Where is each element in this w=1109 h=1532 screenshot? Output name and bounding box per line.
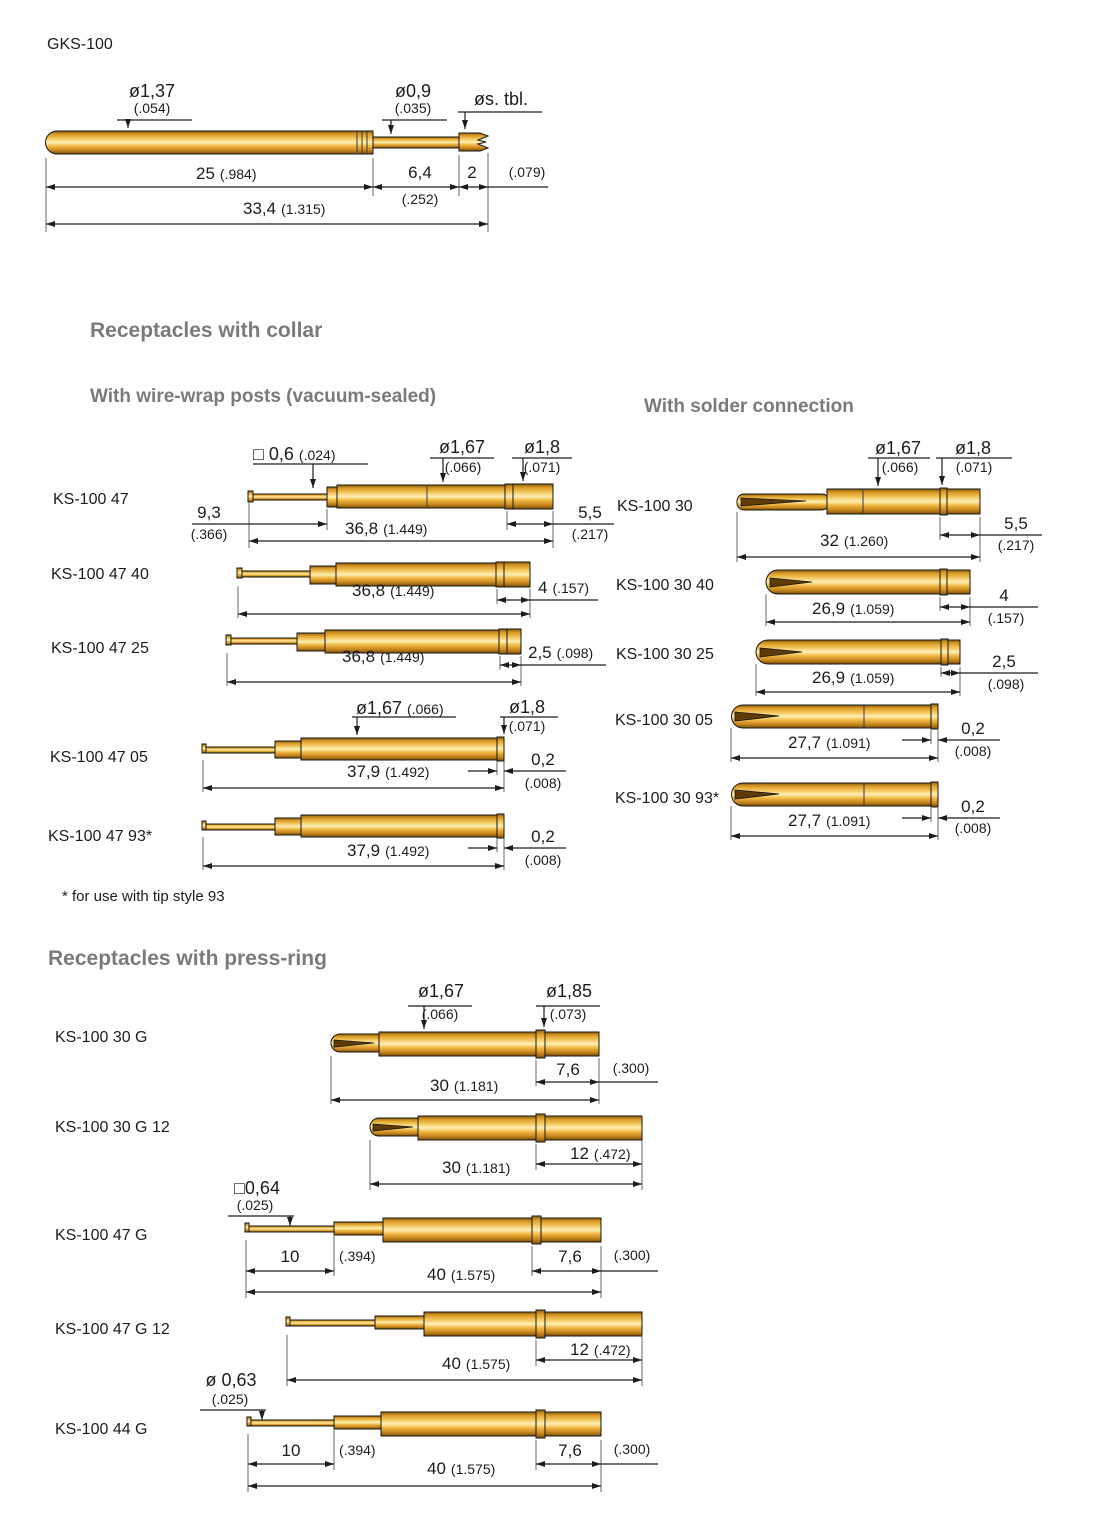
dim-mm: 26,9 [812, 668, 846, 687]
dim-mm: 25 [196, 164, 215, 183]
dim-square-post-inch: (.025) [236, 1197, 274, 1213]
dim-length [196, 164, 257, 183]
row-label: KS-100 47 G [55, 1227, 148, 1244]
row-label: KS-100 47 G 12 [55, 1321, 170, 1338]
dim-mm: 2,5 [992, 652, 1016, 671]
row-label: KS-100 47 25 [51, 640, 149, 657]
dim-diameter-inch: (.071) [955, 459, 993, 475]
dim-inch: (.098) [987, 676, 1025, 692]
dim-inch: (.472) [593, 1342, 631, 1358]
dim-mm: 36,8 [352, 581, 386, 600]
dim-inch: (.984) [219, 166, 257, 182]
leader-round-post-44g [200, 1410, 266, 1420]
dim-inch: (.472) [593, 1146, 631, 1162]
dim-length [442, 1354, 510, 1373]
dim-inch: (1.059) [850, 670, 895, 686]
dim-mm: □ 0,6 [253, 444, 294, 464]
dim-mm: 10 [281, 1441, 301, 1460]
dim-mm: 36,8 [342, 647, 376, 666]
dim-mm: 10 [280, 1247, 300, 1266]
dim-total-length [243, 199, 325, 218]
dim-mm: 27,7 [788, 811, 822, 830]
dim-inch: (1.575) [450, 1461, 496, 1477]
dim-inch: (1.091) [826, 735, 871, 751]
dim-diameter-inch: (.054) [133, 100, 171, 116]
page-title: GKS-100 [47, 36, 113, 53]
dim-inch: (.300) [613, 1247, 651, 1263]
dim-mm: 7,6 [558, 1247, 582, 1266]
dim-mm: ø1,67 [356, 698, 403, 718]
dim-length [788, 733, 870, 752]
dim-diameter-mm: ø1,67 [874, 438, 922, 458]
dim-mm: 5,5 [1004, 514, 1028, 533]
leader-square-post-47g [228, 1216, 294, 1226]
dim-mm: 30 [430, 1076, 449, 1095]
dim-mm: 12 [570, 1144, 589, 1163]
row-label: KS-100 30 05 [615, 712, 713, 729]
subsection-heading-solder: With solder connection [644, 396, 854, 417]
dim-inch: (.300) [613, 1441, 651, 1457]
dim-inch: (.394) [339, 1442, 376, 1458]
dim-diameter-mm: ø0,9 [394, 81, 432, 101]
dim-inch: (1.181) [453, 1078, 499, 1094]
dim-diameter-inch: (.071) [508, 718, 546, 734]
dim-inch: (.394) [339, 1248, 376, 1264]
dim-inch: (.079) [508, 164, 546, 180]
dim-diameter-mm: ø1,85 [545, 981, 593, 1001]
dim-length [528, 643, 593, 662]
dim-mm: 26,9 [812, 599, 846, 618]
dim-mm: 9,3 [197, 503, 221, 522]
dim-length [812, 599, 894, 618]
row-label: KS-100 30 G [55, 1029, 148, 1046]
dim-mm: 40 [427, 1265, 446, 1284]
dim-mm: 40 [427, 1459, 446, 1478]
dim-mm: 7,6 [556, 1060, 580, 1079]
row-label: KS-100 30 25 [616, 646, 714, 663]
row-label: KS-100 30 40 [616, 577, 714, 594]
probe-drawing-ks-100-47-g [245, 1216, 658, 1298]
dim-inch: (.252) [401, 191, 439, 207]
dim-mm: 33,4 [243, 199, 277, 218]
dim-length [345, 519, 427, 538]
dim-length [820, 531, 888, 550]
dim-length [788, 811, 870, 830]
dim-length [352, 581, 434, 600]
subsection-heading-wirewrap: With wire-wrap posts (vacuum-sealed) [90, 386, 437, 407]
dim-inch: (.217) [571, 526, 609, 542]
dim-tip-diameter-note: øs. tbl. [473, 89, 529, 109]
section-heading-pressring: Receptacles with press-ring [48, 947, 327, 970]
dim-mm: 7,6 [558, 1441, 582, 1460]
dim-inch: (.300) [612, 1060, 650, 1076]
footnote: * for use with tip style 93 [62, 888, 225, 905]
dim-inch: (1.492) [385, 764, 430, 780]
dim-diameter-inch: (.071) [523, 459, 561, 475]
dim-inch: (.008) [524, 852, 562, 868]
dim-diameter-mm: ø1,67 [417, 981, 465, 1001]
dim-inch: (1.059) [850, 601, 895, 617]
dim-mm: 4 [538, 578, 548, 597]
dim-diameter-mm: ø1,8 [523, 437, 561, 457]
dim-length [342, 647, 424, 666]
dim-length [812, 668, 894, 687]
dim-inch: (.008) [524, 775, 562, 791]
dim-diameter-inch: (.073) [549, 1006, 587, 1022]
dim-square-post [253, 444, 335, 464]
dim-inch: (1.449) [383, 521, 428, 537]
dim-mm: 2,5 [528, 643, 552, 662]
dim-diameter-inch: (.066) [444, 459, 482, 475]
section-heading-collar: Receptacles with collar [90, 319, 323, 342]
dim-inch: (1.449) [380, 649, 425, 665]
dim-inch: (.008) [954, 820, 992, 836]
dim-mm: 12 [570, 1340, 589, 1359]
dim-diameter-mm: ø1,8 [508, 697, 546, 717]
dim-inch: (1.575) [450, 1267, 496, 1283]
dim-length [430, 1076, 498, 1095]
dim-diameter-inch: (.066) [881, 459, 919, 475]
dim-inch: (.217) [997, 537, 1035, 553]
dim-square-post-mm: □0,64 [234, 1178, 280, 1198]
dim-mm: 0,2 [961, 719, 985, 738]
dim-mm: 27,7 [788, 733, 822, 752]
dim-inch: (1.315) [281, 201, 326, 217]
dim-mm: 30 [442, 1158, 461, 1177]
dim-mm: 4 [999, 586, 1009, 605]
dim-diameter-mm: ø1,8 [954, 438, 992, 458]
dim-inch: (.024) [298, 447, 336, 463]
dim-length [538, 578, 589, 597]
row-label: KS-100 30 G 12 [55, 1119, 170, 1136]
dim-inch: (1.260) [843, 533, 889, 549]
dim-diameter-mm: ø1,37 [128, 81, 176, 101]
dim-mm: 37,9 [347, 762, 381, 781]
dim-mm: 0,2 [531, 827, 555, 846]
dim-inch: (.157) [552, 580, 590, 596]
dim-length [442, 1158, 510, 1177]
row-label: KS-100 47 [53, 491, 129, 508]
dim-post-diameter-inch: (.025) [211, 1391, 249, 1407]
row-label: KS-100 47 40 [51, 566, 149, 583]
dim-inch: (1.181) [465, 1160, 511, 1176]
row-label: KS-100 30 [617, 498, 693, 515]
row-label: KS-100 47 93* [48, 828, 153, 845]
dim-diameter [356, 698, 444, 718]
dim-diameter-mm: ø1,67 [438, 437, 486, 457]
dim-length [427, 1265, 495, 1284]
dim-length [570, 1144, 631, 1163]
dim-mm: 6,4 [408, 163, 432, 182]
dim-mm: 5,5 [578, 503, 602, 522]
dim-inch: (.066) [407, 701, 444, 717]
dim-inch: (.008) [954, 743, 992, 759]
dim-length [570, 1340, 631, 1359]
row-label: KS-100 44 G [55, 1421, 148, 1438]
dim-inch: (1.449) [390, 583, 435, 599]
dim-length [427, 1459, 495, 1478]
dim-mm: 0,2 [961, 797, 985, 816]
dim-inch: (.098) [556, 645, 594, 661]
dim-diameter-inch: (.066) [421, 1006, 459, 1022]
dim-inch: (.366) [190, 526, 228, 542]
dim-mm: 40 [442, 1354, 461, 1373]
dim-mm: 36,8 [345, 519, 379, 538]
dim-mm: 2 [467, 163, 477, 182]
row-label: KS-100 47 05 [50, 749, 148, 766]
dim-inch: (1.492) [385, 843, 430, 859]
dim-length [347, 841, 429, 860]
dim-inch: (1.575) [465, 1356, 511, 1372]
dim-mm: 37,9 [347, 841, 381, 860]
dim-mm: 32 [820, 531, 839, 550]
dim-mm: 0,2 [531, 750, 555, 769]
probe-drawing-ks-100-44-g [247, 1410, 658, 1492]
dim-length [347, 762, 429, 781]
dim-inch: (.157) [987, 610, 1025, 626]
row-label: KS-100 30 93* [615, 790, 720, 807]
dim-post-diameter-mm: ø 0,63 [205, 1370, 257, 1390]
dim-inch: (1.091) [826, 813, 871, 829]
dim-diameter-inch: (.035) [394, 100, 432, 116]
